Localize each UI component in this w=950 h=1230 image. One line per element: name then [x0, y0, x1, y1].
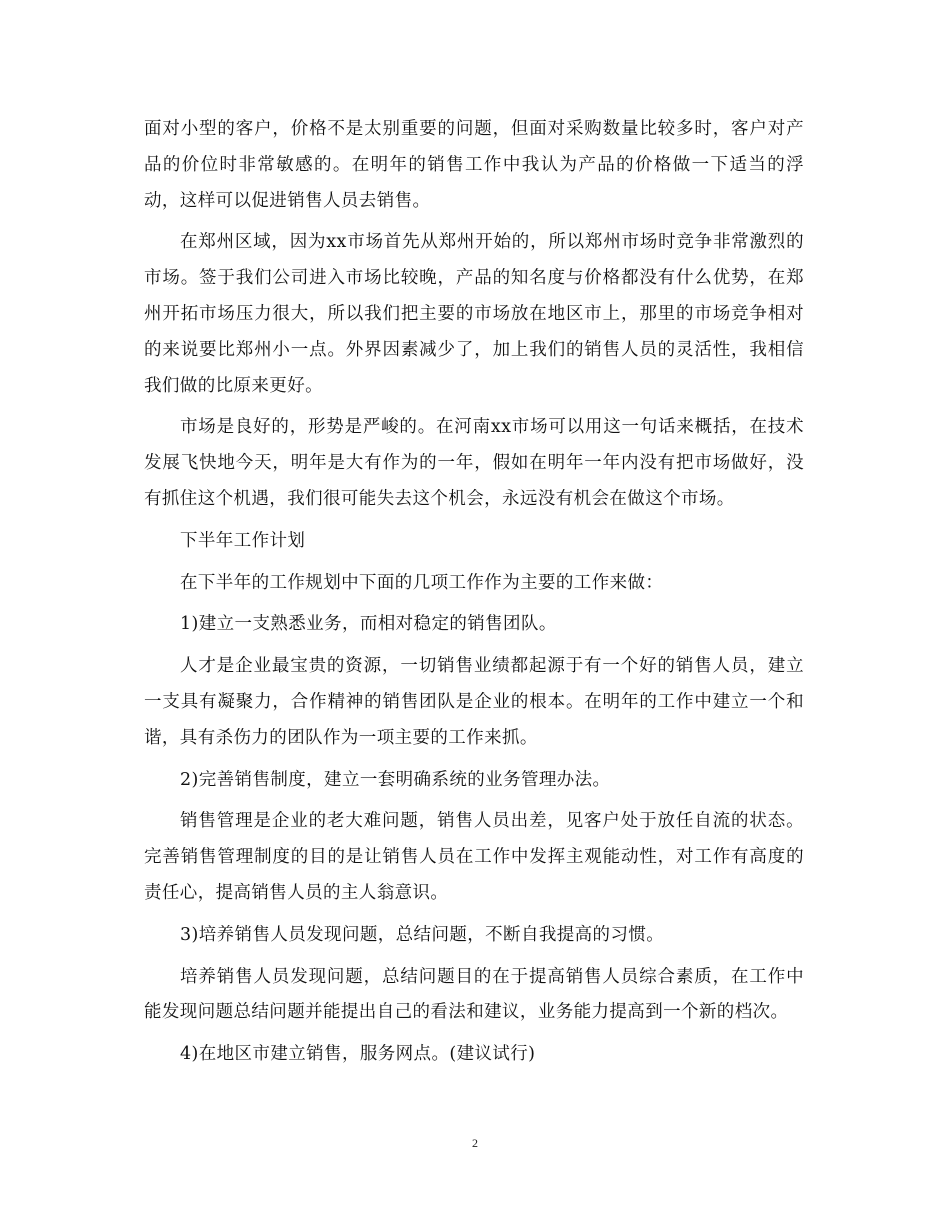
paragraph-henan-market: 市场是良好的，形势是严峻的。在河南xx市场可以用这一句话来概括，在技术发展飞快地今天，明年是大有作为的一年，假如在明年一年内没有把市场做好，没有抓住这个机遇，我们很可能失去这个机会，永远没有机会在做这个市场。	[144, 417, 804, 509]
list-item-2-heading: 2)完善销售制度，建立一套明确系统的业务管理办法。	[180, 769, 611, 790]
paragraph-training-problems: 培养销售人员发现问题，总结问题目的在于提高销售人员综合素质，在工作中能发现问题总结问题并能提出自己的看法和建议，业务能力提高到一个新的档次。	[144, 966, 804, 1023]
paragraph-customer-pricing: 面对小型的客户，价格不是太别重要的问题，但面对采购数量比较多时，客户对产品的价位时非常敏感的。在明年的销售工作中我认为产品的价格做一下适当的浮动，这样可以促进销售人员去销售。	[144, 119, 804, 211]
list-item-4-heading: 4)在地区市建立销售，服务网点。(建议试行)	[180, 1044, 536, 1065]
paragraph-plan-intro: 在下半年的工作规划中下面的几项工作作为主要的工作来做：	[180, 572, 664, 593]
paragraph-zhengzhou-region: 在郑州区域，因为xx市场首先从郑州开始的，所以郑州市场时竞争非常激烈的市场。签于我们公司进入市场比较晚，产品的知名度与价格都没有什么优势，在郑州开拓市场压力很大，所以我们把主要的市场放在地区市上，那里的市场竞争相对的来说要比郑州小一点。外界因素减少了，加上我们的销售人员的灵活性，我相信我们做的比原来更好。	[144, 232, 804, 396]
list-item-3-heading: 3)培养销售人员发现问题，总结问题，不断自我提高的习惯。	[180, 924, 665, 945]
paragraph-talent-team: 人才是企业最宝贵的资源，一切销售业绩都起源于有一个好的销售人员，建立一支具有凝聚力，合作精神的销售团队是企业的根本。在明年的工作中建立一个和谐，具有杀伤力的团队作为一项主要的工作来抓。	[144, 656, 804, 748]
section-heading-second-half-plan: 下半年工作计划	[180, 530, 306, 551]
list-item-1-heading: 1)建立一支熟悉业务，而相对稳定的销售团队。	[180, 614, 557, 635]
paragraph-sales-management: 销售管理是企业的老大难问题，销售人员出差，见客户处于放任自流的状态。完善销售管理制度的目的是让销售人员在工作中发挥主观能动性，对工作有高度的责任心，提高销售人员的主人翁意识。	[144, 811, 804, 903]
page-number: 2	[472, 1136, 478, 1150]
document-body	[144, 112, 804, 1079]
